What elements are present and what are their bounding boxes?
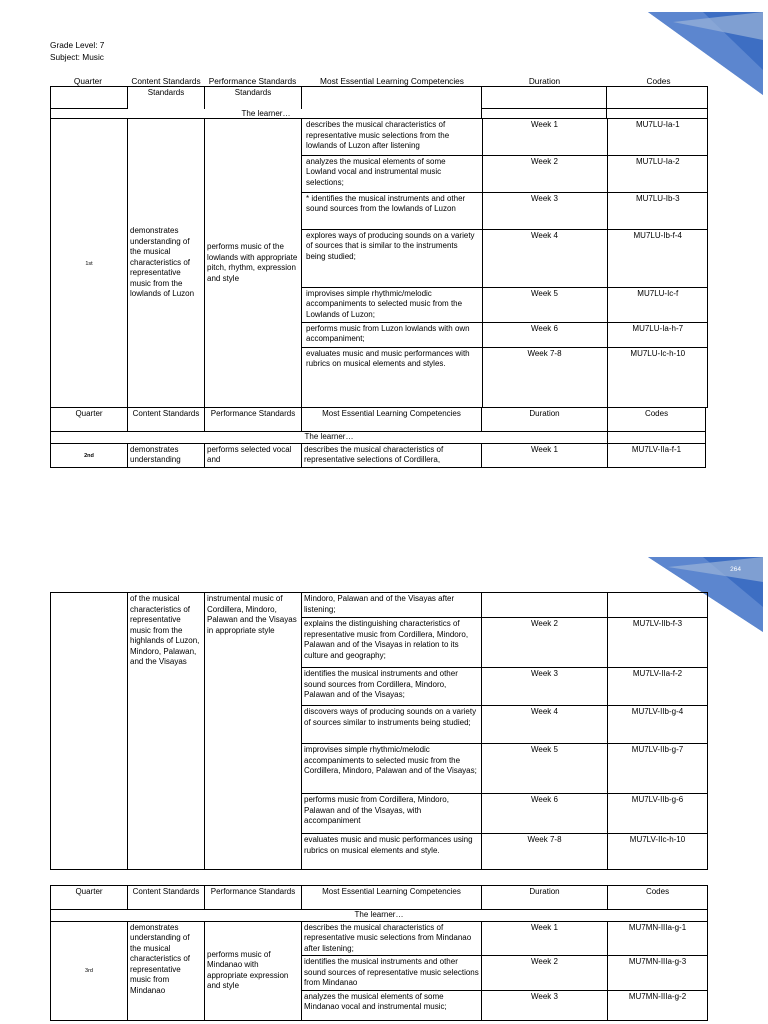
col-quarter: Quarter	[73, 76, 103, 86]
melc: performs music from Luzon lowlands with own accompaniment;	[302, 322, 482, 347]
code: MU7LV-IIa-f-2	[608, 668, 708, 706]
cell	[608, 593, 708, 618]
duration: Week 1	[482, 119, 607, 155]
code: MU7LU-Ia-2	[607, 155, 708, 192]
col-performance: Performance Standards	[205, 886, 302, 910]
melc: explores ways of producing sounds on a variety of sources that is similar to the instruments being studied;	[302, 229, 482, 287]
code: MU7LV-IIa-f-1	[608, 443, 706, 467]
performance-standard: performs selected vocal and	[205, 443, 302, 467]
melc: describes the musical characteristics of representative music selections from the lowlands of Luzon after listening	[302, 119, 482, 155]
duration: Week 1	[482, 443, 608, 467]
code: MU7MN-IIIa-g-1	[608, 921, 708, 956]
melc: evaluates music and music performances with rubrics on musical elements and styles.	[302, 347, 482, 407]
duration: Week 7-8	[482, 834, 608, 870]
content-standard: of the musical characteristics of representative music from the highlands of Luzon, Mindoro, Palawan, and the Visayas	[128, 593, 205, 870]
cell	[482, 87, 607, 109]
col-content: Content Standards	[128, 408, 205, 432]
page-number: 264	[730, 566, 741, 573]
duration: Week 4	[482, 706, 608, 744]
col-performance: Performance Standards	[208, 76, 297, 86]
duration: Week 3	[482, 192, 607, 229]
melc: analyzes the musical elements of some Lowland vocal and instrumental music selections;	[302, 155, 482, 192]
code: MU7LU-Ib-3	[607, 192, 708, 229]
code: MU7LV-IIb-g-7	[608, 744, 708, 794]
code: MU7MN-IIIa-g-2	[608, 990, 708, 1020]
q1-rows	[302, 119, 708, 408]
code: MU7LU-Ic-h-10	[630, 348, 686, 358]
quarter-cell	[51, 593, 128, 870]
grade-level: Grade Level: 7	[50, 40, 105, 50]
duration: Week 3	[482, 668, 608, 706]
learner-row: The learner…	[51, 910, 708, 922]
code: MU7LV-IIb-g-4	[608, 706, 708, 744]
col-codes: Codes	[646, 76, 671, 86]
duration: Week 5	[482, 744, 608, 794]
cell	[607, 87, 708, 109]
col-codes: Codes	[608, 886, 708, 910]
melc: Mindoro, Palawan and of the Visayas after listening;	[302, 593, 482, 618]
duration: Week 6	[482, 794, 608, 834]
q3-table	[50, 885, 708, 1021]
cell	[607, 109, 708, 119]
duration: Week 2	[482, 155, 607, 192]
melc: improvises simple rhythmic/melodic accompaniments to selected music from the Lowlands of Luzon;	[302, 287, 482, 322]
content-standards-sub: Standards	[128, 87, 205, 109]
col-content: Content Standards	[128, 886, 205, 910]
content-standard: demonstrates understanding of the musical characteristics of representative music from the lowlands of Luzon	[128, 119, 205, 408]
quarter-cell: 2nd	[51, 443, 128, 467]
cell	[482, 109, 607, 119]
melc: describes the musical characteristics of representative music selections from Mindanao after listening;	[302, 921, 482, 956]
col-melc: Most Essential Learning Competencies	[302, 408, 482, 432]
performance-standard: instrumental music of Cordillera, Mindoro, Palawan and the Visayas in appropriate style	[205, 593, 302, 870]
duration: Week 2	[482, 956, 608, 991]
melc: performs music from Cordillera, Mindoro, Palawan and of the Visayas, with accompaniment	[302, 794, 482, 834]
cell	[51, 87, 128, 109]
col-melc: Most Essential Learning Competencies	[302, 886, 482, 910]
melc: discovers ways of producing sounds on a variety of sources similar to instruments being studied;	[302, 706, 482, 744]
content-standard: demonstrates understanding	[128, 443, 205, 467]
code: MU7LV-IIb-f-3	[608, 618, 708, 668]
performance-standard: performs music of Mindanao with appropriate expression and style	[205, 921, 302, 1020]
quarter-cell: 3rd	[51, 921, 128, 1020]
duration: Week 7-8	[482, 347, 607, 407]
col-codes: Codes	[608, 408, 706, 432]
duration: Week 1	[482, 921, 608, 956]
duration: Week 3	[482, 990, 608, 1020]
q1-table	[50, 86, 708, 408]
duration: Week 5	[482, 287, 607, 322]
cell	[482, 593, 608, 618]
code: MU7LU-Ib-f-4	[607, 229, 708, 287]
melc: evaluates music and music performances using rubrics on musical elements and style.	[302, 834, 482, 870]
q2-table-cont	[50, 592, 708, 870]
col-quarter: Quarter	[51, 886, 128, 910]
melc: describes the musical characteristics of representative selections of Cordillera,	[302, 443, 482, 467]
code: MU7LV-IIc-h-10	[608, 834, 708, 870]
melc: identifies the musical instruments and other sound sources of representative music selections from Mindanao	[302, 956, 482, 991]
col-quarter: Quarter	[51, 408, 128, 432]
melc: analyzes the musical elements of some Mindanao vocal and instrumental music;	[302, 990, 482, 1020]
col-performance: Performance Standards	[205, 408, 302, 432]
cell	[608, 432, 706, 444]
q2-table-top	[50, 407, 706, 468]
subject: Subject: Music	[50, 52, 104, 62]
code: MU7LU-Ic-f	[607, 287, 708, 322]
melc: improvises simple rhythmic/melodic accompaniments to selected music from the Cordillera, Mindoro, Palawan and of the Visayas;	[302, 744, 482, 794]
performance-standards-sub: Standards	[205, 87, 302, 109]
code: MU7MN-IIIa-g-3	[608, 956, 708, 991]
quarter-cell: 1st	[51, 119, 128, 408]
col-duration: Duration	[482, 886, 608, 910]
duration: Week 2	[482, 618, 608, 668]
learner-row: The learner…	[51, 109, 482, 119]
code: MU7LV-IIb-g-6	[608, 794, 708, 834]
melc: identifies the musical instruments and other sound sources from Cordillera, Mindoro, Palawan and of the Visayas;	[302, 668, 482, 706]
melc: explains the distinguishing characteristics of representative music from Cordillera, Mindoro, Palawan and of the Visayas in relation to its culture and geography;	[302, 618, 482, 668]
code: MU7LU-Ia-1	[607, 119, 708, 155]
duration: Week 6	[482, 322, 607, 347]
duration: Week 4	[482, 229, 607, 287]
code: MU7LU-Ia-h-7	[607, 322, 708, 347]
melc: * identifies the musical instruments and other sound sources from the lowlands of Luzon	[302, 192, 482, 229]
col-duration: Duration	[528, 76, 561, 86]
cell	[302, 87, 482, 109]
col-melc: Most Essential Learning Competencies	[320, 76, 464, 86]
learner-row: The learner…	[51, 432, 608, 444]
performance-standard: performs music of the lowlands with appropriate pitch, rhythm, expression and style	[205, 119, 302, 408]
content-standard: demonstrates understanding of the musical characteristics of representative music from Mindanao	[128, 921, 205, 1020]
page-break	[0, 478, 768, 558]
col-duration: Duration	[482, 408, 608, 432]
col-content: Content Standards	[131, 76, 201, 86]
